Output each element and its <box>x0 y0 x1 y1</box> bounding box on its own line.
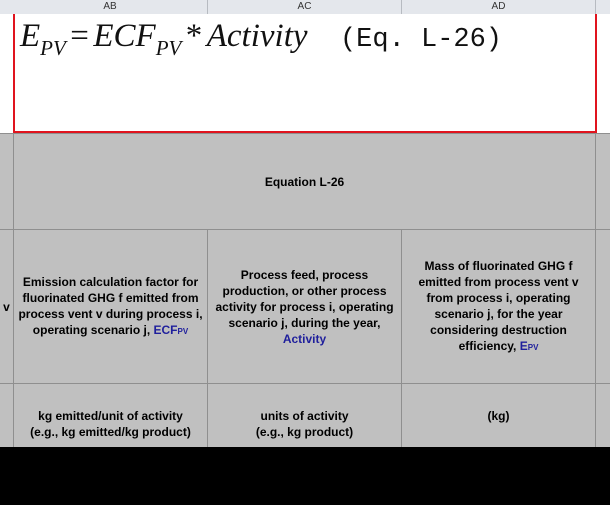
units-ad-line1: (kg) <box>487 409 510 423</box>
formula-lhs: E <box>20 18 41 54</box>
description-ac-symbol: Activity <box>282 331 327 346</box>
units-ac-line2: (e.g., kg product) <box>255 425 354 439</box>
column-header-ad[interactable]: AD <box>402 0 596 14</box>
formula-equation-label: (Eq. L-26) <box>339 25 503 55</box>
units-ac-line1: units of activity <box>260 409 349 423</box>
description-cell-ad[interactable] <box>402 230 595 383</box>
description-ad-symbol-subscript: PV <box>527 342 539 352</box>
description-ab-text: Emission calculation factor for fluorinated GHG f emitted from process vent v during process i, operating scenario j, <box>18 274 203 337</box>
description-ad-text: Mass of fluorinated GHG f emitted from process vent v from process i, operating scenario j, for the year considering destruction efficiency, <box>418 258 579 353</box>
units-cell-ab[interactable] <box>14 384 207 447</box>
units-cell-ac[interactable] <box>208 384 401 447</box>
units-cell-ad[interactable] <box>402 384 595 447</box>
formula-times: * <box>185 18 203 54</box>
partial-left-text: v <box>3 299 10 314</box>
formula-equals: = <box>70 18 89 54</box>
column-header-ab[interactable]: AB <box>13 0 208 14</box>
description-cell-ac[interactable] <box>208 230 401 383</box>
units-ab-line2: (e.g., kg emitted/kg product) <box>30 425 191 439</box>
units-ab-line1: kg emitted/unit of activity <box>38 409 183 423</box>
equation-title-cell[interactable] <box>14 134 595 229</box>
formula-factor-subscript: PV <box>155 36 182 60</box>
description-ab-symbol <box>154 323 189 337</box>
description-ad-symbol <box>520 339 539 353</box>
formula-factor: ECF <box>93 18 156 54</box>
formula-lhs-subscript: PV <box>40 36 66 60</box>
formula-image[interactable] <box>20 18 595 74</box>
partial-left-cell[interactable] <box>0 230 13 383</box>
description-cell-ab[interactable] <box>14 230 207 383</box>
description-ad-symbol-main: E <box>519 338 528 353</box>
description-ac-text: Process feed, process production, or other process activity for process i, operating scenario j, during the year, <box>215 267 394 330</box>
formula-activity: Activity <box>206 18 308 54</box>
description-ab-symbol-subscript: PV <box>177 326 189 336</box>
column-header-bar <box>0 0 610 15</box>
column-header-ac[interactable]: AC <box>208 0 402 14</box>
description-ab-symbol-main: ECF <box>153 322 178 337</box>
column-divider <box>595 133 596 447</box>
equation-title: Equation L-26 <box>264 174 345 189</box>
